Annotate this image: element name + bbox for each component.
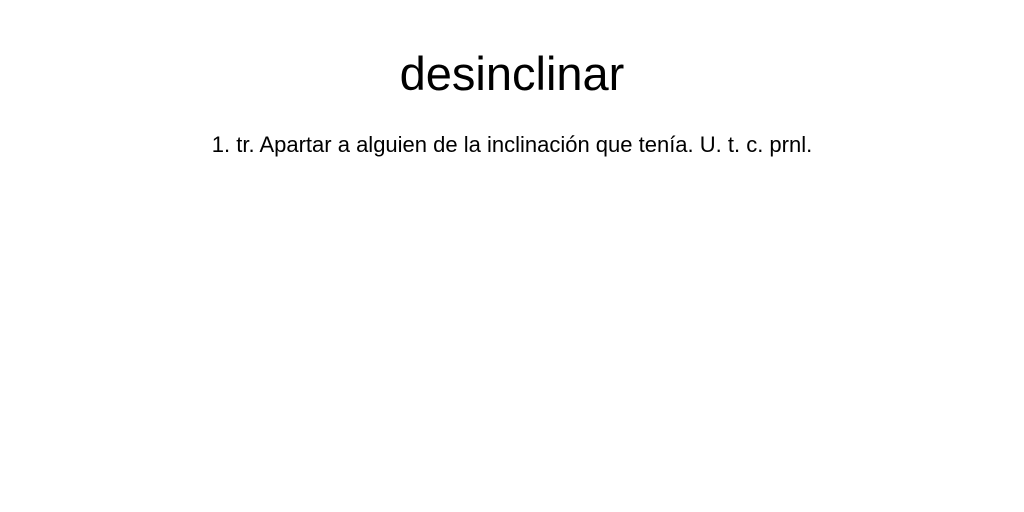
definition-1: 1. tr. Apartar a alguien de la inclinación que tenía. U. t. c. prnl.	[211, 132, 813, 157]
entry-headword: desinclinar	[399, 47, 625, 100]
